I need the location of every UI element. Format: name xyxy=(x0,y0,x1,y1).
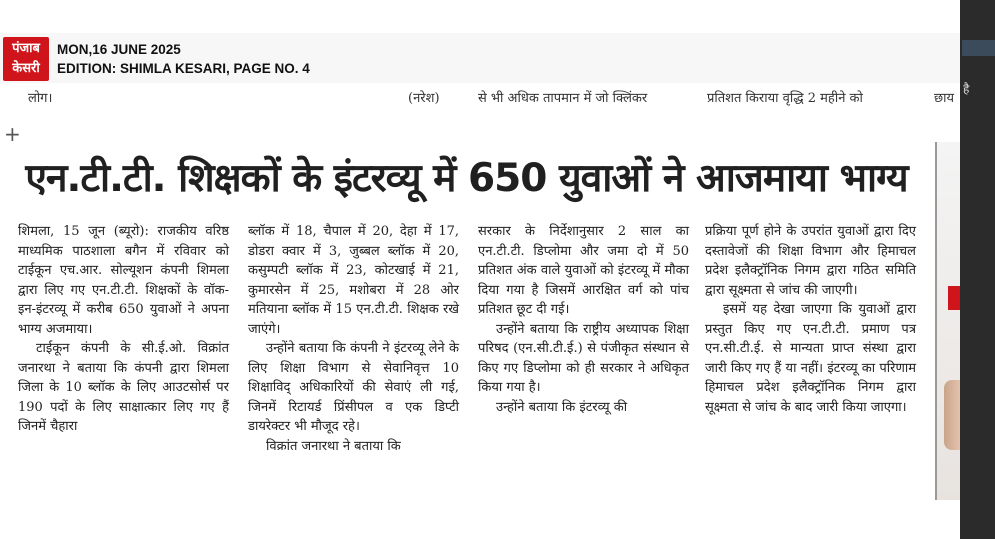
prev-article-tail: लोग। xyxy=(28,91,53,106)
article-column-4 xyxy=(705,222,916,417)
article-column-2 xyxy=(248,222,459,456)
viewer-toolbar-strip xyxy=(962,40,995,56)
paragraph: टाईकून कंपनी के सी.ई.ओ. विक्रांत जनारथा ने बताया कि कंपनी द्वारा शिमला जिला के 10 ब्लॉक के लिए आउटसोर्स पर 190 पदों के लिए साक्षात्कार लिए गए हैं जिनमें चैहारा xyxy=(18,341,229,434)
adjacent-photo-face xyxy=(944,380,960,450)
crosshair-icon: + xyxy=(4,122,21,146)
logo-line2: केसरी xyxy=(12,61,40,76)
article-column-1 xyxy=(18,222,229,437)
punjab-kesari-logo xyxy=(3,37,49,81)
prev-article-col2: से भी अधिक तापमान में जो क्लिंकर xyxy=(478,91,648,106)
issue-date: MON,16 JUNE 2025 xyxy=(57,42,181,57)
paragraph: उन्होंने बताया कि इंटरव्यू की xyxy=(496,399,628,415)
article-column-3 xyxy=(478,222,689,417)
article-headline: एन.टी.टी. शिक्षकों के इंटरव्यू में 650 युवाओं ने आजमाया भाग्य xyxy=(25,156,908,201)
edition-meta xyxy=(57,40,310,78)
paragraph: विक्रांत जनारथा ने बताया कि xyxy=(266,438,401,454)
paragraph: उन्होंने बताया कि राष्ट्रीय अध्यापक शिक्षा परिषद (एन.सी.टी.ई.) से पंजीकृत संस्थान से किए गए डिप्लोमा को ही सरकार ने अधिकृत किया गया है। xyxy=(478,321,689,395)
paragraph: इसमें यह देखा जाएगा कि युवाओं द्वारा प्रस्तुत किए गए एन.टी.टी. प्रमाण पत्र एन.सी.टी.ई. से मान्यता प्राप्त संस्था द्वारा जारी किए गए हैं या नहीं। इंटरव्यू का परिणाम हिमाचल प्रदेश इलैक्ट्रॉनिक निगम द्वारा सूक्ष्मता से जांच के बाद जारी किया जाएगा। xyxy=(705,302,916,415)
prev-article-col4: छाय xyxy=(934,91,955,106)
prev-article-col3: प्रतिशत किराया वृद्धि 2 महीने को xyxy=(707,91,863,106)
logo-line1: पंजाब xyxy=(12,41,40,56)
prev-article-credit: (नरेश) xyxy=(408,91,440,106)
paragraph: ब्लॉक में 18, चैपाल में 20, देहा में 17, डोडरा क्वार में 3, जुब्बल ब्लॉक में 20, कसुम्पटी ब्लॉक में 23, कोटखाई में 21, कुमारसेन में 25, मशोबरा में 28 ओर मतियाना ब्लॉक में 15 एन.टी.टी. शिक्षक रखे जाएंगे। xyxy=(248,224,459,337)
paragraph: सरकार के निर्देशानुसार 2 साल का एन.टी.टी. डिप्लोमा और जमा दो में 50 प्रतिशत अंक वाले युवाओं को इंटरव्यू में मौका दिया गया है जिसमें आरक्षित वर्ग को पांच प्रतिशत छूट दी गई। xyxy=(478,224,689,317)
edition-info: EDITION: SHIMLA KESARI, PAGE NO. 4 xyxy=(57,61,310,76)
viewer-dark-edge xyxy=(960,0,995,539)
adjacent-photo-red-block xyxy=(948,286,960,310)
paragraph: प्रक्रिया पूर्ण होने के उपरांत युवाओं द्वारा दिए दस्तावेजों की शिक्षा विभाग और हिमाचल प्रदेश इलैक्ट्रॉनिक निगम द्वारा गठित समिति द्वारा सूक्ष्मता से जांच की जाएगी। xyxy=(705,224,916,298)
paragraph: शिमला, 15 जून (ब्यूरो): राजकीय वरिष्ठ माध्यमिक पाठशाला बगैन में रविवार को टाईकून एच.आर. सोल्यूशन कंपनी शिमला द्वारा लिए गए एन.टी.टी. शिक्षकों के वॉक-इन-इंटरव्यू में करीब 650 युवाओं ने अपना भाग्य अजमाया। xyxy=(18,224,229,337)
edge-text-fragment: है xyxy=(963,82,970,96)
paragraph: उन्होंने बताया कि कंपनी ने इंटरव्यू लेने के लिए शिक्षा विभाग से सेवानिवृत्त 10 शिक्षाविद् अधिकारियों की सेवाएं ली गई, जिनमें रिटायर्ड प्रिंसीपल व एक डिप्टी डायरेक्टर भी मौजूद रहे। xyxy=(248,341,459,434)
